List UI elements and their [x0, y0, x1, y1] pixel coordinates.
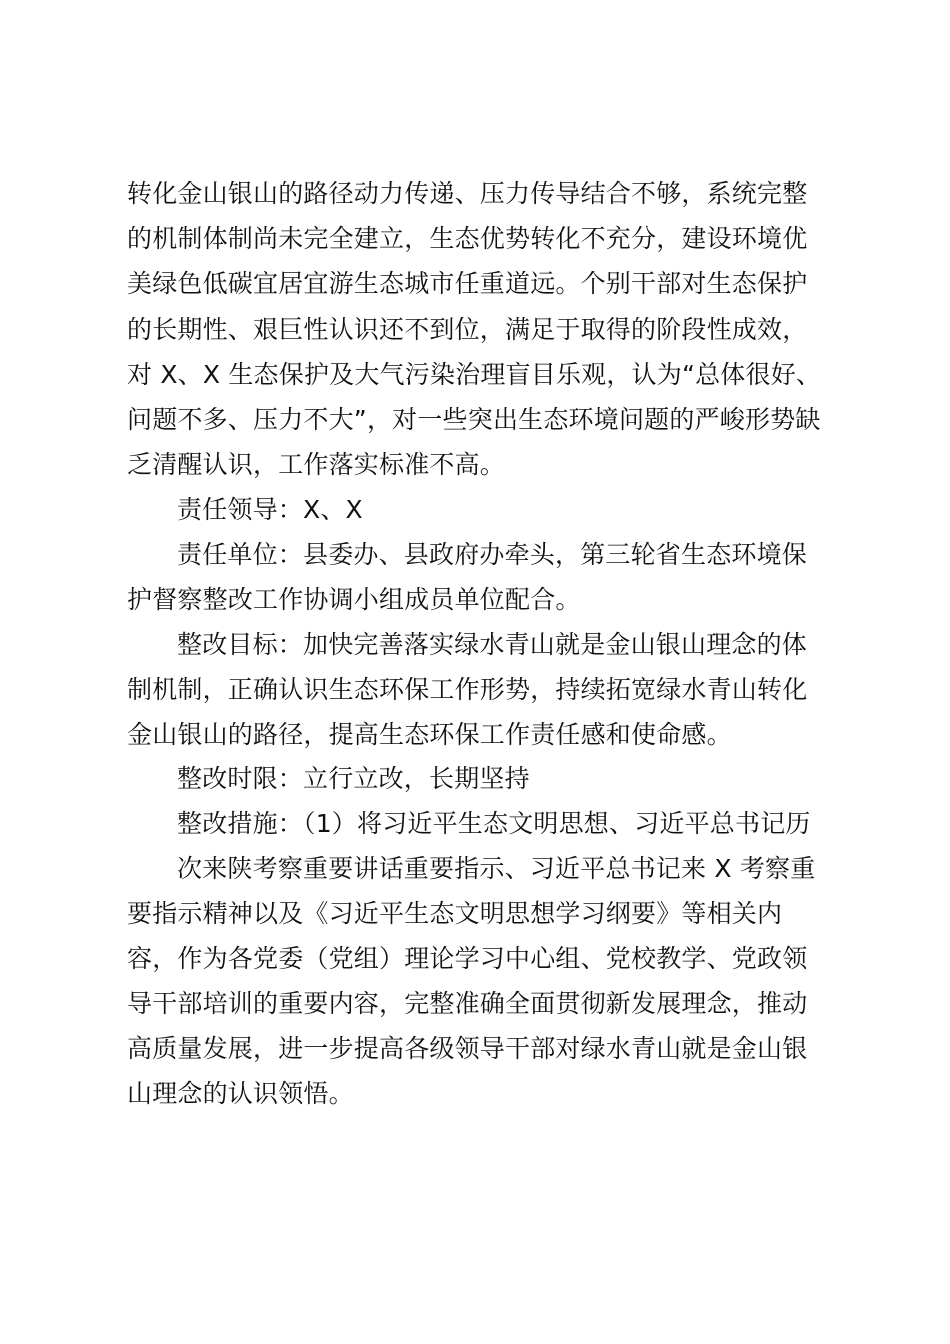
paragraph-line: 美绿色低碳宜居宜游生态城市任重道远。个别干部对生态保护	[127, 269, 808, 298]
responsible-unit-line: 责任单位：县委办、县政府办牵头，第三轮省生态环境保	[177, 540, 808, 569]
measures-line: 高质量发展，进一步提高各级领导干部对绿水青山就是金山银	[127, 1034, 808, 1063]
measures-line: 导干部培训的重要内容，完整准确全面贯彻新发展理念，推动	[127, 989, 808, 1018]
rectification-goal-line: 金山银山的路径，提高生态环保工作责任感和使命感。	[127, 720, 732, 749]
rectification-goal-line: 整改目标：加快完善落实绿水青山就是金山银山理念的体	[177, 630, 808, 659]
measures-line: 次来陕考察重要讲话重要指示、习近平总书记来 X 考察重	[177, 854, 816, 883]
measures-line: 容，作为各党委（党组）理论学习中心组、党校教学、党政领	[127, 944, 808, 973]
paragraph-line: 的机制体制尚未完全建立，生态优势转化不充分，建设环境优	[127, 224, 808, 253]
measures-line: 山理念的认识领悟。	[127, 1079, 354, 1108]
paragraph-line: 的长期性、艰巨性认识还不到位，满足于取得的阶段性成效，	[127, 315, 808, 344]
paragraph-line: 对 X、X 生态保护及大气污染治理盲目乐观，认为“总体很好、	[127, 360, 822, 389]
responsible-unit-line: 护督察整改工作协调小组成员单位配合。	[127, 585, 581, 614]
paragraph-line: 问题不多、压力不大”，对一些突出生态环境问题的严峻形势缺	[127, 405, 821, 434]
time-limit: 整改时限：立行立改，长期坚持	[177, 764, 530, 793]
rectification-goal-line: 制机制，正确认识生态环保工作形势，持续拓宽绿水青山转化	[127, 675, 808, 704]
measures-line: 整改措施：（1）将习近平生态文明思想、习近平总书记历	[177, 809, 811, 838]
measures-line: 要指示精神以及《习近平生态文明思想学习纲要》等相关内	[127, 899, 783, 928]
responsible-leader: 责任领导：X、X	[177, 495, 363, 524]
paragraph-line: 转化金山银山的路径动力传递、压力传导结合不够，系统完整	[127, 179, 808, 208]
paragraph-line: 乏清醒认识，工作落实标准不高。	[127, 450, 506, 479]
